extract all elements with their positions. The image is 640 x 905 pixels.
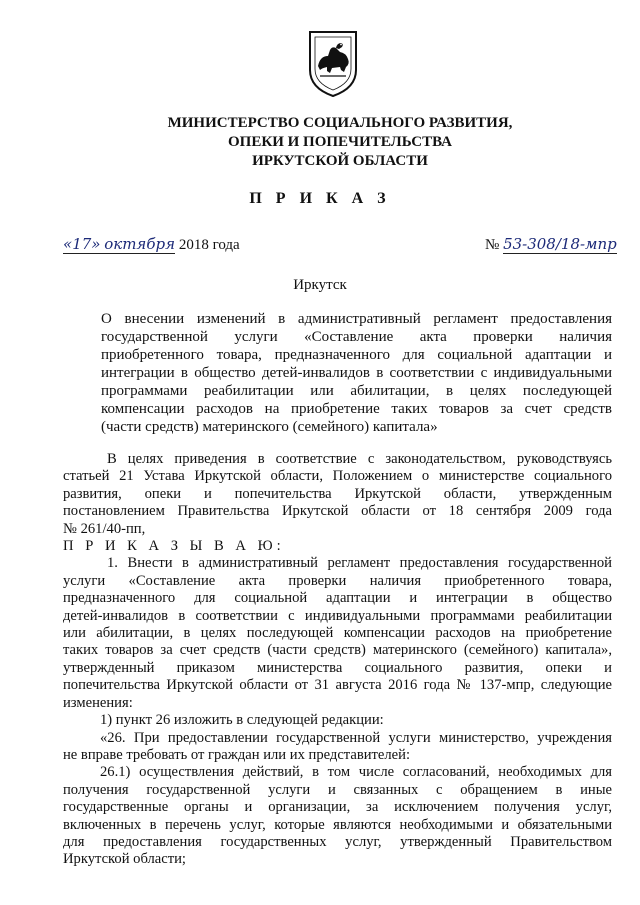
coat-of-arms-icon <box>306 26 360 98</box>
date-day: 17 <box>72 235 92 253</box>
ministry-line-1: МИНИСТЕРСТВО СОЦИАЛЬНОГО РАЗВИТИЯ, <box>167 115 513 131</box>
subject-line: О внесении изменений в административный регламент предоставления <box>101 311 612 327</box>
date-month: октября <box>104 235 176 253</box>
ministry-line-3: ИРКУТСКОЙ ОБЛАСТИ <box>252 153 428 169</box>
body-line: 26.1) осуществления действий, в том числе согласований, необходимых для <box>100 764 612 781</box>
subject-line: программами реабилитации или абилитации, в целях последующей <box>101 383 612 399</box>
body-line: Иркутской области; <box>63 851 186 868</box>
date-year: 2018 года <box>178 237 240 253</box>
body-line: для предоставления государственных услуг, утвержденный Правительством <box>63 833 612 850</box>
number-prefix: № <box>485 237 500 253</box>
body-line: услуги «Составление акта проверки наличия приобретенного товара, <box>63 572 612 589</box>
body-line: статьей 21 Устава Иркутской области, Положением о министерстве социального <box>63 468 612 485</box>
body-line: В целях приведения в соответствие с законодательством, руководствуясь <box>107 451 612 467</box>
body-line: развития, опеки и попечительства Иркутской области, утвержденным <box>63 485 612 502</box>
body-line: попечительства Иркутской области от 31 августа 2016 года № 137-мпр, следующие <box>63 677 612 694</box>
body-line: постановлением Правительства Иркутской области от 18 сентября 2009 года <box>63 503 612 520</box>
body-line: включенных в перечень услуг, которые являются необходимыми и обязательными <box>63 816 612 833</box>
body-line: получения государственной услуги и связанных с обращением в иные <box>63 781 612 798</box>
date-open-quote: « <box>63 235 73 253</box>
subject-line: интеграции в общество детей-инвалидов в соответствии с индивидуальными <box>101 365 612 381</box>
ministry-name <box>150 114 530 171</box>
body-line: таких товаров за счет средств (части средств) материнского (семейного) капитала», <box>63 642 612 659</box>
body-line: детей-инвалидов в соответствии с индивидуальными программами реабилитации <box>63 607 612 624</box>
order-body <box>63 451 612 869</box>
subject-line: компенсации расходов на приобретение таких товаров за счет средств <box>101 401 612 417</box>
document-type-title: П Р И К А З <box>249 190 391 207</box>
subject-line: (части средств) материнского (семейного) капитала» <box>101 419 438 435</box>
subject-line: приобретенного товара, предназначенного для социальной адаптации и <box>101 347 612 363</box>
ministry-line-2: ОПЕКИ И ПОПЕЧИТЕЛЬСТВА <box>228 134 452 150</box>
order-subject <box>101 310 612 436</box>
city: Иркутск <box>293 277 347 293</box>
number-value: 53-308/18-мпр <box>503 235 617 253</box>
body-line: «26. При предоставлении государственной услуги министерство, учреждения <box>100 729 612 746</box>
body-line: утвержденный приказом министерства социального развития, опеки и <box>63 659 612 676</box>
order-directive: П Р И К А З Ы В А Ю: <box>63 538 285 555</box>
body-line: 1. Внести в административный регламент предоставления государственной <box>107 555 612 572</box>
subject-line: государственной услуги «Составление акта проверки наличия <box>101 329 612 345</box>
body-line: предназначенного для социальной адаптации и интеграции в общество <box>63 590 612 607</box>
body-line: № 261/40-пп, <box>63 520 146 537</box>
body-line: 1) пункт 26 изложить в следующей редакции: <box>100 712 384 729</box>
order-date <box>63 236 240 254</box>
body-line: не вправе требовать от граждан или их представителей: <box>63 746 411 763</box>
body-line: или абилитации, в целях последующей компенсации расходов на приобретение <box>63 625 612 642</box>
body-line: изменения: <box>63 694 133 711</box>
body-line: государственные органы и организации, за исключением получения услуг, <box>63 799 612 816</box>
order-number <box>485 236 617 254</box>
date-close-quote: » <box>91 235 101 253</box>
